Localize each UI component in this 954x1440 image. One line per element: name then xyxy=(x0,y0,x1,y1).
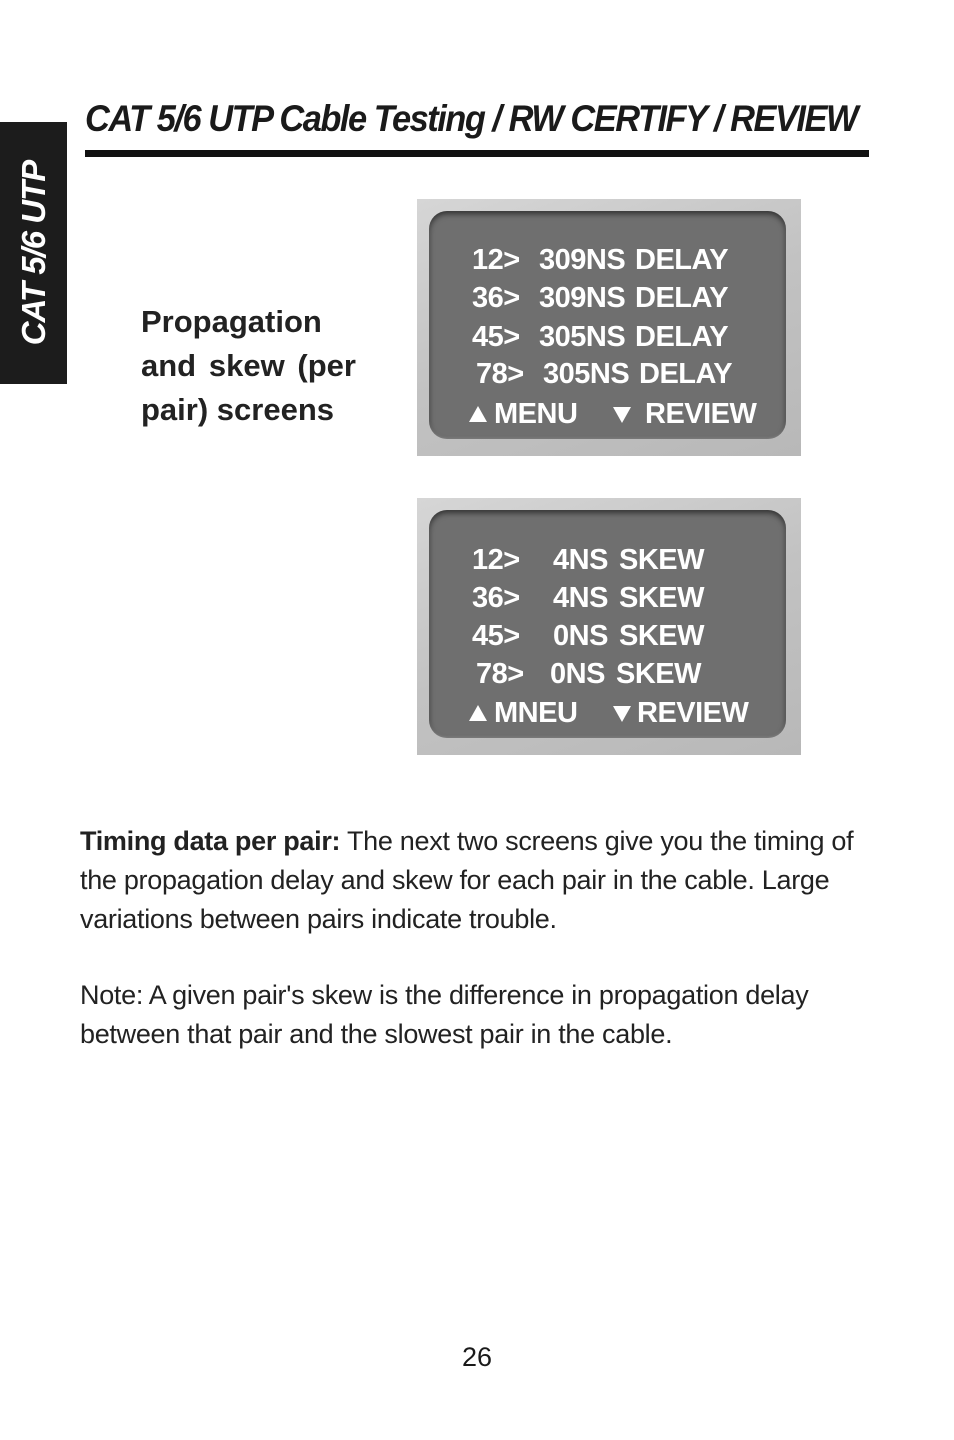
skew-nav xyxy=(429,696,786,730)
skew-row xyxy=(429,543,786,577)
skew-row-unit: SKEW xyxy=(619,544,704,576)
skew-row-unit: SKEW xyxy=(619,582,704,614)
triangle-down-icon xyxy=(613,407,631,423)
skew-row-value: 4NS xyxy=(553,582,608,614)
delay-row-pair: 12> xyxy=(472,244,520,276)
note-paragraph: Note: A given pair's skew is the difference in propagation delay between that pair and the slowest pair in the cable. xyxy=(80,980,809,1049)
skew-nav-review: REVIEW xyxy=(637,697,749,729)
skew-row xyxy=(429,619,786,653)
delay-row-value: 309NS xyxy=(539,244,626,276)
delay-row xyxy=(429,281,786,315)
triangle-up-icon xyxy=(469,705,487,721)
skew-row xyxy=(429,581,786,615)
skew-nav-menu: MNEU xyxy=(494,697,578,729)
delay-nav-menu: MENU xyxy=(494,398,578,430)
side-tab-label: CAT 5/6 UTP xyxy=(14,160,52,346)
page-number: 26 xyxy=(461,1342,493,1372)
skew-screen-frame xyxy=(417,498,801,755)
delay-row-unit: DELAY xyxy=(635,244,729,276)
delay-screen-frame xyxy=(417,199,801,456)
side-tab xyxy=(0,122,67,384)
delay-row-value: 305NS xyxy=(543,358,630,390)
delay-nav-review: REVIEW xyxy=(645,398,757,430)
delay-row-pair: 78> xyxy=(476,358,524,390)
skew-row-value: 0NS xyxy=(553,620,608,652)
delay-row-unit: DELAY xyxy=(635,321,729,353)
triangle-up-icon xyxy=(469,406,487,422)
delay-row xyxy=(429,357,786,391)
timing-lead: Timing data per pair: xyxy=(80,826,341,856)
skew-row-value: 4NS xyxy=(553,544,608,576)
delay-nav xyxy=(429,397,786,431)
skew-row-pair: 12> xyxy=(472,544,520,576)
delay-row xyxy=(429,320,786,354)
skew-row-unit: SKEW xyxy=(616,658,701,690)
skew-row xyxy=(429,657,786,691)
skew-row-unit: SKEW xyxy=(619,620,704,652)
delay-row-pair: 45> xyxy=(472,321,520,353)
timing-paragraph xyxy=(80,822,880,939)
timing-text: The next two screens give you the timing of the propagation delay and skew for each pair in the cable. Large variations between pairs indicate trouble. xyxy=(80,826,854,934)
delay-row-unit: DELAY xyxy=(639,358,733,390)
skew-row-pair: 36> xyxy=(472,582,520,614)
delay-screen xyxy=(429,211,786,439)
skew-screen xyxy=(429,510,786,738)
delay-row-value: 309NS xyxy=(539,282,626,314)
delay-row-value: 305NS xyxy=(539,321,626,353)
skew-row-pair: 45> xyxy=(472,620,520,652)
screens-caption: Propagation and skew (per pair) screens xyxy=(141,304,356,427)
delay-row xyxy=(429,243,786,277)
delay-row-unit: DELAY xyxy=(635,282,729,314)
delay-row-pair: 36> xyxy=(472,282,520,314)
skew-row-pair: 78> xyxy=(476,658,524,690)
title-rule xyxy=(85,150,869,157)
page-title: CAT 5/6 UTP Cable Testing / RW CERTIFY / REVIEW xyxy=(85,98,857,139)
skew-row-value: 0NS xyxy=(550,658,605,690)
triangle-down-icon xyxy=(613,706,631,722)
